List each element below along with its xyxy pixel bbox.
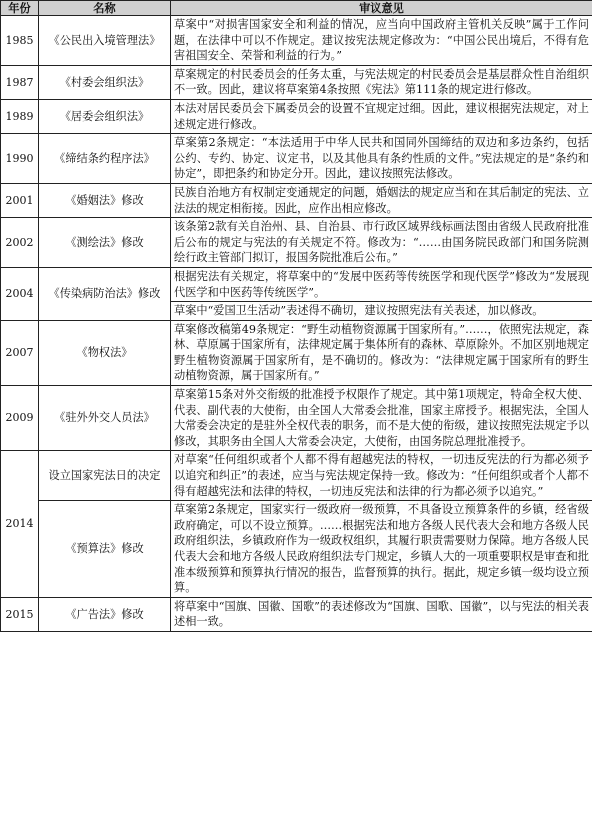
header-row: [1, 1, 592, 16]
year-cell: 1989: [1, 99, 39, 133]
law-name-cell: 《预算法》修改: [39, 501, 171, 598]
opinion-cell: 根据宪法有关规定，将草案中的“发展中医药等传统医学和现代医学”修改为“发展现代医学和中医药等传统医学”。: [171, 267, 592, 301]
law-name-cell: 《缔结条约程序法》: [39, 134, 171, 184]
year-cell: 2014: [1, 451, 39, 597]
opinion-cell: 对草案“任何组织或者个人都不得有超越宪法的特权，一切违反宪法的行为都必须予以追究和纠正”的表述，应当与宪法规定保持一致。修改为：“任何组织或者个人都不得有超越宪法和法律的特权，一切违反宪法和法律的行为都必须予以追究。”: [171, 451, 592, 501]
header-year: 年份: [1, 1, 39, 16]
opinion-cell: 草案第2条规定，国家实行一级政府一级预算，不具备设立预算条件的乡镇，经省级政府确定，可以不设立预算。……根据宪法和地方各级人民代表大会和地方各级人民政府组织法，乡镇政府作为一级政权组织，其履行职责需要财力保障。地方各级人民代表大会和地方各级人民政府组织法专门规定，乡镇人大的一项重要职权是审查和批准本级预算和预算执行情况的报告，监督预算的执行。据此，规定乡镇一级均设立预算。: [171, 501, 592, 598]
table-row: [1, 451, 592, 501]
year-cell: 2007: [1, 320, 39, 385]
year-cell: 1985: [1, 16, 39, 66]
year-cell: 2002: [1, 218, 39, 268]
opinion-cell: 草案修改稿第49条规定：“野生动植物资源属于国家所有。”……，依照宪法规定，森林、草原属于国家所有，法律规定属于集体所有的森林、草原除外。不加区别地规定野生植物资源属于国家所有，是不确切的。修改为：“法律规定属于国家所有的野生动植物资源，属于国家所有。”: [171, 320, 592, 385]
opinion-cell: 草案中“对损害国家安全和利益的情况，应当向中国政府主管机关反映”属于工作问题，在法律中可以不作规定。建议按宪法规定修改为：“中国公民出境后，不得有危害祖国安全、荣誉和利益的行为。”: [171, 16, 592, 66]
table-row: [1, 65, 592, 99]
opinion-cell: 草案规定的村民委员会的任务太重，与宪法规定的村民委员会是基层群众性自治组织不一致。因此，建议将草案第4条按照《宪法》第111条的规定进行修改。: [171, 65, 592, 99]
year-cell: 1987: [1, 65, 39, 99]
law-name-cell: 《公民出入境管理法》: [39, 16, 171, 66]
law-name-cell: 《广告法》修改: [39, 597, 171, 631]
header-name: 名称: [39, 1, 171, 16]
table-row: [1, 16, 592, 66]
law-name-cell: 《传染病防治法》修改: [39, 267, 171, 320]
opinion-cell: 民族自治地方有权制定变通规定的问题，婚姻法的规定应当和在其后制定的宪法、立法法的规定相衔接。因此，应作出相应修改。: [171, 183, 592, 217]
opinion-cell: 本法对居民委员会下属委员会的设置不宜规定过细。因此，建议根据宪法规定，对上述规定进行修改。: [171, 99, 592, 133]
table-row: [1, 183, 592, 217]
law-name-cell: 《测绘法》修改: [39, 218, 171, 268]
year-cell: 2015: [1, 597, 39, 631]
year-cell: 2004: [1, 267, 39, 320]
opinion-cell: 草案第2条规定：“本法适用于中华人民共和国同外国缔结的双边和多边条约，包括公约、专约、协定、议定书，以及其他具有条约性质的文件。”宪法规定的是“条约和协定”，即把条约和协定分开。因此，建议按照宪法修改。: [171, 134, 592, 184]
table-row: [1, 267, 592, 301]
opinion-cell: 该条第2款有关自治州、县、自治县、市行政区域界线标画法图由省级人民政府批准后公布的规定与宪法的有关规定不符。修改为：“……由国务院民政部门和国务院测绘行政主管部门拟订，报国务院批准后公布。”: [171, 218, 592, 268]
header-opinion: 审议意见: [171, 1, 592, 16]
table-row: [1, 501, 592, 598]
table-row: [1, 386, 592, 451]
table-row: [1, 134, 592, 184]
law-name-cell: 《婚姻法》修改: [39, 183, 171, 217]
law-name-cell: 设立国家宪法日的决定: [39, 451, 171, 501]
table-row: [1, 218, 592, 268]
law-name-cell: 《村委会组织法》: [39, 65, 171, 99]
law-name-cell: 《居委会组织法》: [39, 99, 171, 133]
opinion-cell: 草案第15条对外交衔级的批准授予权限作了规定。其中第1项规定，特命全权大使、代表、副代表的大使衔，由全国人大常委会批准，国家主席授予。根据宪法，全国人大常委会决定的是驻外全权代表的职务，而不是大使的衔级，建议按照宪法规定予以修改，其职务由全国人大常委会决定，大使衔，由国务院总理批准授予。: [171, 386, 592, 451]
table-row: [1, 320, 592, 385]
opinion-cell: 草案中“爱国卫生活动”表述得不确切，建议按照宪法有关表述，加以修改。: [171, 302, 592, 321]
year-cell: 2009: [1, 386, 39, 451]
table-row: [1, 99, 592, 133]
opinion-cell: 将草案中“国旗、国徽、国歌”的表述修改为“国旗、国歌、国徽”，以与宪法的相关表述相一致。: [171, 597, 592, 631]
year-cell: 2001: [1, 183, 39, 217]
law-name-cell: 《驻外外交人员法》: [39, 386, 171, 451]
year-cell: 1990: [1, 134, 39, 184]
law-name-cell: 《物权法》: [39, 320, 171, 385]
table-row: [1, 597, 592, 631]
